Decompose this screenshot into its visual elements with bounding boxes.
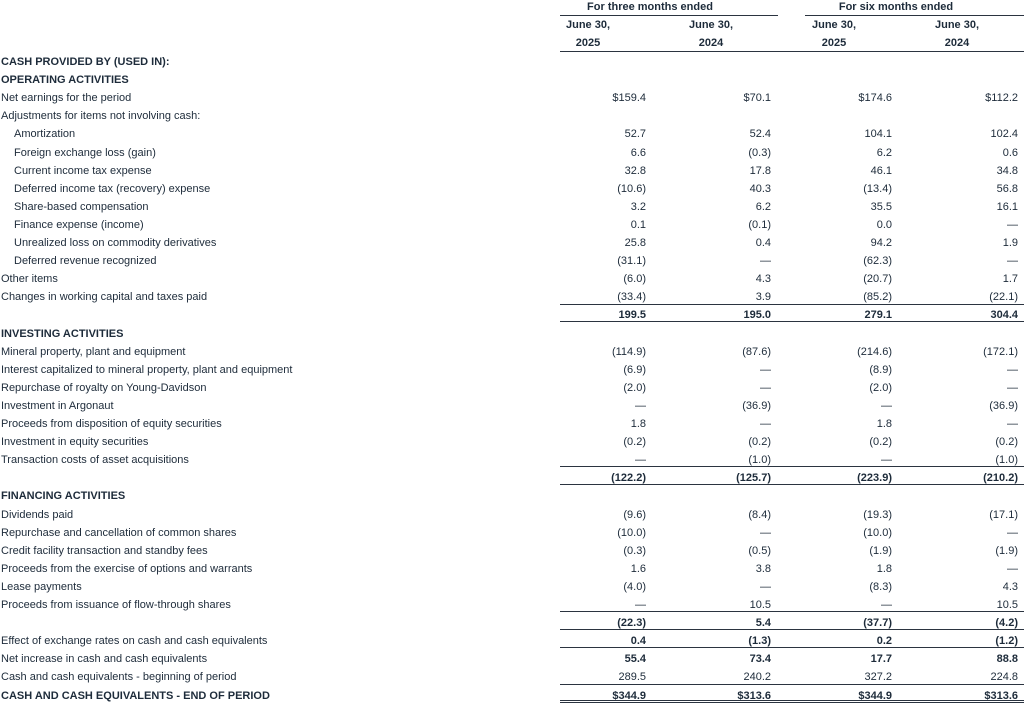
row-label: Current income tax expense: [14, 165, 152, 177]
table-row: [0, 270, 1024, 288]
table-row: [0, 162, 1024, 180]
row-value-col1: 199.5: [618, 309, 646, 321]
row-value-col1: 6.6: [630, 147, 646, 159]
row-value-col2: (36.9): [742, 400, 771, 412]
row-value-col3: 1.8: [876, 563, 892, 575]
row-label: CASH PROVIDED BY (USED IN):: [1, 56, 170, 68]
table-row: [0, 650, 1024, 668]
row-value-col3: —: [881, 400, 892, 412]
row-value-col4: 102.4: [990, 128, 1018, 140]
table-row: [0, 361, 1024, 379]
table-row: [0, 89, 1024, 107]
financing-subtotal-rule: [560, 611, 1024, 612]
row-value-col1: 1.8: [630, 418, 646, 430]
row-value-col3: (214.6): [857, 346, 892, 358]
row-value-col1: (9.6): [623, 509, 646, 521]
row-label: Unrealized loss on commodity derivatives: [14, 237, 217, 249]
row-label: Proceeds from disposition of equity securities: [1, 418, 222, 430]
row-label: Transaction costs of asset acquisitions: [1, 454, 189, 466]
row-value-col4: 16.1: [996, 201, 1018, 213]
row-value-col4: (210.2): [983, 472, 1018, 484]
row-value-col1: 25.8: [624, 237, 646, 249]
row-value-col2: —: [760, 255, 771, 267]
row-value-col4: (22.1): [989, 291, 1018, 303]
row-value-col1: (6.0): [623, 273, 646, 285]
row-value-col3: 17.7: [870, 653, 892, 665]
row-label: Repurchase and cancellation of common shares: [1, 527, 237, 539]
row-value-col2: 0.4: [755, 237, 771, 249]
row-value-col3: (13.4): [863, 183, 892, 195]
row-value-col2: 5.4: [755, 617, 771, 629]
row-value-col4: —: [1007, 219, 1018, 231]
row-label: Amortization: [14, 128, 76, 140]
row-value-col3: 104.1: [864, 128, 892, 140]
row-value-col3: (1.9): [869, 545, 892, 557]
row-value-col3: (223.9): [857, 472, 892, 484]
operating-subtotal-rule: [560, 304, 1024, 305]
row-label: Cash and cash equivalents - beginning of period: [1, 671, 237, 683]
table-row: [0, 487, 1024, 505]
header-col1-year: 2025: [575, 37, 601, 49]
row-value-col1: $159.4: [612, 92, 646, 104]
row-value-col4: 304.4: [990, 309, 1018, 321]
row-value-col3: 6.2: [876, 147, 892, 159]
row-label: Share-based compensation: [14, 201, 149, 213]
row-value-col3: (62.3): [863, 255, 892, 267]
row-value-col3: (2.0): [869, 382, 892, 394]
row-value-col3: 46.1: [870, 165, 892, 177]
row-value-col4: $112.2: [985, 92, 1018, 104]
table-row: [0, 578, 1024, 596]
row-label: Repurchase of royalty on Young-Davidson: [1, 382, 207, 394]
row-value-col4: (36.9): [989, 400, 1018, 412]
row-value-col3: (19.3): [863, 509, 892, 521]
row-value-col3: (85.2): [863, 291, 892, 303]
row-value-col1: $344.9: [612, 690, 646, 702]
row-value-col2: (8.4): [748, 509, 771, 521]
row-label: Deferred revenue recognized: [14, 255, 157, 267]
row-label: Interest capitalized to mineral property, plant and equipment: [1, 364, 293, 376]
row-value-col2: —: [760, 382, 771, 394]
table-row: [0, 524, 1024, 542]
header-col4-year: 2024: [944, 37, 970, 49]
row-value-col4: (1.0): [995, 454, 1018, 466]
row-label: Investment in equity securities: [1, 436, 149, 448]
row-label: Other items: [1, 273, 58, 285]
table-row: [0, 433, 1024, 451]
row-value-col2: 240.2: [743, 671, 771, 683]
row-value-col4: 56.8: [996, 183, 1018, 195]
header-three-months: For three months ended: [587, 1, 713, 13]
row-value-col1: (122.2): [611, 472, 646, 484]
table-row: [0, 53, 1024, 71]
row-label: Effect of exchange rates on cash and cash equivalents: [1, 635, 268, 647]
beginning-cash-underline: [560, 684, 1024, 685]
row-value-col4: 34.8: [996, 165, 1018, 177]
table-row: [0, 71, 1024, 89]
row-value-col2: 10.5: [749, 599, 771, 611]
row-label: INVESTING ACTIVITIES: [1, 328, 124, 340]
row-value-col1: 32.8: [624, 165, 646, 177]
row-value-col1: 3.2: [630, 201, 646, 213]
row-value-col1: —: [635, 454, 646, 466]
row-label: Net increase in cash and cash equivalents: [1, 653, 208, 665]
row-value-col3: —: [881, 454, 892, 466]
ending-cash-double-rule-1: [560, 700, 1024, 701]
table-row: [0, 506, 1024, 524]
table-row: [0, 415, 1024, 433]
row-value-col4: —: [1007, 527, 1018, 539]
row-value-col4: (4.2): [995, 617, 1018, 629]
row-label: OPERATING ACTIVITIES: [1, 74, 129, 86]
row-value-col3: 0.2: [876, 635, 892, 647]
row-label: Credit facility transaction and standby fees: [1, 545, 208, 557]
row-value-col3: (8.9): [869, 364, 892, 376]
row-value-col3: (37.7): [863, 617, 892, 629]
table-row: [0, 125, 1024, 143]
investing-subtotal-rule: [560, 466, 1024, 467]
row-label: Proceeds from the exercise of options and warrants: [1, 563, 253, 575]
row-value-col1: (31.1): [617, 255, 646, 267]
row-value-col1: (10.6): [617, 183, 646, 195]
row-value-col3: (8.3): [869, 581, 892, 593]
table-row: [0, 234, 1024, 252]
row-label: Foreign exchange loss (gain): [14, 147, 156, 159]
row-value-col4: 88.8: [996, 653, 1018, 665]
table-row: [0, 325, 1024, 343]
row-value-col1: (4.0): [623, 581, 646, 593]
row-value-col2: (0.3): [748, 147, 771, 159]
row-value-col2: (0.2): [748, 436, 771, 448]
row-value-col3: (10.0): [863, 527, 892, 539]
row-value-col3: (0.2): [869, 436, 892, 448]
table-row: [0, 542, 1024, 560]
row-value-col2: (125.7): [736, 472, 771, 484]
table-row: [0, 397, 1024, 415]
table-row: [0, 560, 1024, 578]
row-value-col3: $174.6: [858, 92, 892, 104]
row-value-col1: 0.1: [630, 219, 646, 231]
row-value-col2: (87.6): [742, 346, 771, 358]
header-col3-year: 2025: [821, 37, 847, 49]
header-bottom-rule: [560, 51, 1024, 52]
row-value-col4: —: [1007, 418, 1018, 430]
row-value-col1: 1.6: [630, 563, 646, 575]
table-row: [0, 144, 1024, 162]
row-value-col1: (0.2): [623, 436, 646, 448]
row-value-col4: (17.1): [989, 509, 1018, 521]
header-col3-month: June 30,: [811, 19, 857, 31]
row-label: Adjustments for items not involving cash:: [1, 110, 201, 122]
row-value-col2: (0.1): [748, 219, 771, 231]
row-value-col2: 73.4: [749, 653, 771, 665]
row-value-col3: 0.0: [876, 219, 892, 231]
row-label: Investment in Argonaut: [1, 400, 114, 412]
row-value-col3: (20.7): [863, 273, 892, 285]
row-value-col2: —: [760, 364, 771, 376]
row-value-col2: (0.5): [748, 545, 771, 557]
investing-total-underline: [560, 484, 1024, 485]
table-row: [0, 107, 1024, 125]
row-value-col2: $313.6: [737, 690, 771, 702]
operating-total-underline: [560, 321, 1024, 322]
header-col4-month: June 30,: [934, 19, 980, 31]
row-value-col2: —: [760, 418, 771, 430]
row-value-col1: (2.0): [623, 382, 646, 394]
row-value-col1: (6.9): [623, 364, 646, 376]
row-label: Finance expense (income): [14, 219, 144, 231]
row-value-col2: (1.0): [748, 454, 771, 466]
financing-total-underline: [560, 629, 1024, 630]
row-value-col1: (22.3): [617, 617, 646, 629]
row-value-col2: 6.2: [755, 201, 771, 213]
fx-effect-underline: [560, 647, 1024, 648]
table-row: [0, 379, 1024, 397]
row-value-col4: 1.7: [1002, 273, 1018, 285]
row-value-col3: —: [881, 599, 892, 611]
header-six-months: For six months ended: [838, 1, 954, 13]
row-label: CASH AND CASH EQUIVALENTS - END OF PERIOD: [1, 690, 270, 702]
row-value-col1: 52.7: [624, 128, 646, 140]
row-value-col2: 40.3: [749, 183, 771, 195]
row-value-col1: (114.9): [611, 346, 646, 358]
row-value-col2: —: [760, 527, 771, 539]
row-label: Changes in working capital and taxes paid: [1, 291, 208, 303]
row-value-col4: 0.6: [1002, 147, 1018, 159]
row-value-col1: 289.5: [618, 671, 646, 683]
header-rule-three-months: [560, 15, 778, 16]
row-value-col2: $70.1: [743, 92, 771, 104]
row-value-col2: 17.8: [749, 165, 771, 177]
row-label: Net earnings for the period: [1, 92, 132, 104]
row-value-col3: 1.8: [876, 418, 892, 430]
row-value-col4: (1.2): [995, 635, 1018, 647]
row-label: Mineral property, plant and equipment: [1, 346, 186, 358]
row-value-col2: 4.3: [755, 273, 771, 285]
table-row: [0, 252, 1024, 270]
row-value-col2: 195.0: [743, 309, 771, 321]
row-value-col4: 1.9: [1002, 237, 1018, 249]
row-value-col4: $313.6: [984, 690, 1018, 702]
row-value-col1: (10.0): [617, 527, 646, 539]
row-value-col2: 52.4: [749, 128, 771, 140]
row-label: Dividends paid: [1, 509, 74, 521]
row-label: FINANCING ACTIVITIES: [1, 490, 126, 502]
row-value-col4: —: [1007, 255, 1018, 267]
row-value-col4: 10.5: [996, 599, 1018, 611]
row-value-col4: (0.2): [995, 436, 1018, 448]
row-value-col4: (172.1): [983, 346, 1018, 358]
row-value-col3: 327.2: [864, 671, 892, 683]
row-value-col1: —: [635, 599, 646, 611]
row-value-col4: 4.3: [1002, 581, 1018, 593]
row-value-col3: $344.9: [858, 690, 892, 702]
row-value-col2: 3.8: [755, 563, 771, 575]
row-value-col4: —: [1007, 563, 1018, 575]
table-row: [0, 198, 1024, 216]
row-label: Proceeds from issuance of flow-through shares: [1, 599, 231, 611]
table-row: [0, 343, 1024, 361]
header-col2-month: June 30,: [688, 19, 734, 31]
row-label: Lease payments: [1, 581, 82, 593]
row-value-col1: 0.4: [630, 635, 646, 647]
table-row: [0, 216, 1024, 234]
row-value-col1: 55.4: [624, 653, 646, 665]
row-value-col1: —: [635, 400, 646, 412]
row-value-col2: 3.9: [755, 291, 771, 303]
row-value-col3: 35.5: [870, 201, 892, 213]
row-label: Deferred income tax (recovery) expense: [14, 183, 211, 195]
header-col1-month: June 30,: [565, 19, 611, 31]
header-col2-year: 2024: [698, 37, 724, 49]
table-row: [0, 180, 1024, 198]
row-value-col4: —: [1007, 364, 1018, 376]
row-value-col3: 94.2: [870, 237, 892, 249]
row-value-col1: (0.3): [623, 545, 646, 557]
row-value-col1: (33.4): [617, 291, 646, 303]
row-value-col2: —: [760, 581, 771, 593]
row-value-col3: 279.1: [864, 309, 892, 321]
header-rule-six-months: [805, 15, 1024, 16]
row-value-col4: (1.9): [995, 545, 1018, 557]
row-value-col4: —: [1007, 382, 1018, 394]
row-value-col2: (1.3): [748, 635, 771, 647]
row-value-col4: 224.8: [990, 671, 1018, 683]
